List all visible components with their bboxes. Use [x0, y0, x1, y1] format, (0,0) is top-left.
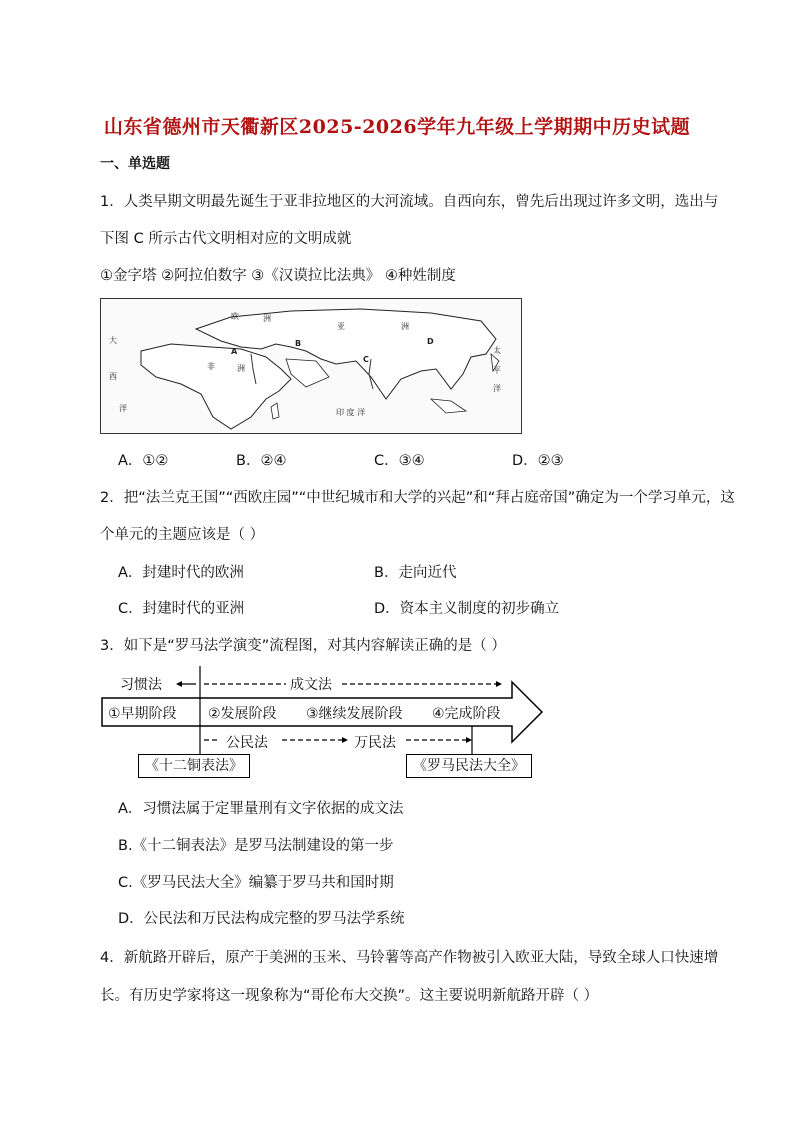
- q1-stem-line2: 下图 C 所示古代文明相对应的文明成就: [100, 231, 352, 247]
- flow-written-law: 成文法: [290, 677, 332, 693]
- q4-stem-line2: 长。有历史学家将这一现象称为“哥伦布大交换”。这主要说明新航路开辟（ ）: [100, 988, 599, 1004]
- map-label-yang2: 洋: [493, 384, 501, 393]
- flow-stage-3: ③继续发展阶段: [306, 706, 403, 722]
- q4-stem-line1: 4．新航路开辟后，原产于美洲的玉米、马铃薯等高产作物被引入欧亚大陆，导致全球人口快速增: [100, 950, 719, 966]
- flow-law-of-nations: 万民法: [354, 735, 396, 751]
- q1-option-a[interactable]: A．①②: [118, 453, 169, 469]
- flow-civil-law: 公民法: [226, 735, 268, 751]
- map-label-xi: 西: [109, 372, 117, 381]
- map-marker-b: B: [295, 339, 302, 348]
- map-marker-d: D: [427, 337, 434, 346]
- map-label-da: 大: [109, 336, 117, 345]
- map-label-indian-ocean: 印 度 洋: [336, 408, 366, 417]
- q2-stem-line2: 个单元的主题应该是（ ）: [100, 527, 265, 543]
- q1-option-d[interactable]: D．②③: [512, 453, 564, 469]
- flow-twelve-tables: 《十二铜表法》: [138, 754, 250, 778]
- q3-option-d[interactable]: D．公民法和万民法构成完整的罗马法学系统: [118, 911, 405, 927]
- q2-option-b[interactable]: B．走向近代: [374, 565, 457, 581]
- q1-items: ①金字塔 ②阿拉伯数字 ③《汉谟拉比法典》 ④种姓制度: [100, 268, 456, 284]
- q2-option-d[interactable]: D．资本主义制度的初步确立: [374, 601, 560, 617]
- q2-stem-line1: 2．把“法兰克王国”“西欧庄园”“中世纪城市和大学的兴起”和“拜占庭帝国”确定为一个学习单元，这: [100, 490, 735, 506]
- q1-option-b[interactable]: B．②④: [236, 453, 287, 469]
- flow-custom-law: 习惯法: [120, 677, 162, 693]
- flow-stage-4: ④完成阶段: [432, 706, 501, 722]
- page-title: 山东省德州市天衢新区2025-2026学年九年级上学期期中历史试题: [103, 116, 691, 138]
- map-drawing: [101, 299, 521, 433]
- map-label-yang: 洋: [119, 404, 127, 413]
- map-marker-c: C: [363, 355, 369, 364]
- q3-option-b[interactable]: B.《十二铜表法》是罗马法制建设的第一步: [118, 838, 394, 854]
- q1-stem-line1: 1．人类早期文明最先诞生于亚非拉地区的大河流域。自西向东，曾先后出现过许多文明，选出与: [100, 194, 719, 210]
- map-label-ping: 平: [493, 366, 501, 375]
- map-marker-a: A: [231, 347, 238, 356]
- flow-corpus-juris: 《罗马民法大全》: [406, 754, 532, 778]
- q3-option-c[interactable]: C.《罗马民法大全》编纂于罗马共和国时期: [118, 875, 394, 891]
- map-label-tai: 太: [493, 346, 501, 355]
- flow-stage-2: ②发展阶段: [208, 706, 277, 722]
- roman-law-flowchart: [100, 662, 550, 782]
- map-label-zhou3: 洲: [237, 364, 245, 373]
- map-label-zhou1: 洲: [263, 314, 271, 323]
- q3-option-a[interactable]: A．习惯法属于定罪量刑有文字依据的成文法: [118, 801, 404, 817]
- section-heading: 一、单选题: [100, 156, 170, 172]
- map-label-ya: 亚: [337, 322, 345, 331]
- flow-stage-1: ①早期阶段: [108, 706, 177, 722]
- q1-option-c[interactable]: C．③④: [374, 453, 425, 469]
- q2-option-a[interactable]: A．封建时代的欧洲: [118, 565, 244, 581]
- q2-option-c[interactable]: C．封建时代的亚洲: [118, 601, 245, 617]
- map-label-ou: 欧: [231, 312, 239, 321]
- q3-stem: 3．如下是“罗马法学演变”流程图，对其内容解读正确的是（ ）: [100, 638, 506, 654]
- map-label-fei: 非: [207, 362, 215, 371]
- map-label-zhou2: 洲: [401, 322, 409, 331]
- world-map: [100, 298, 522, 434]
